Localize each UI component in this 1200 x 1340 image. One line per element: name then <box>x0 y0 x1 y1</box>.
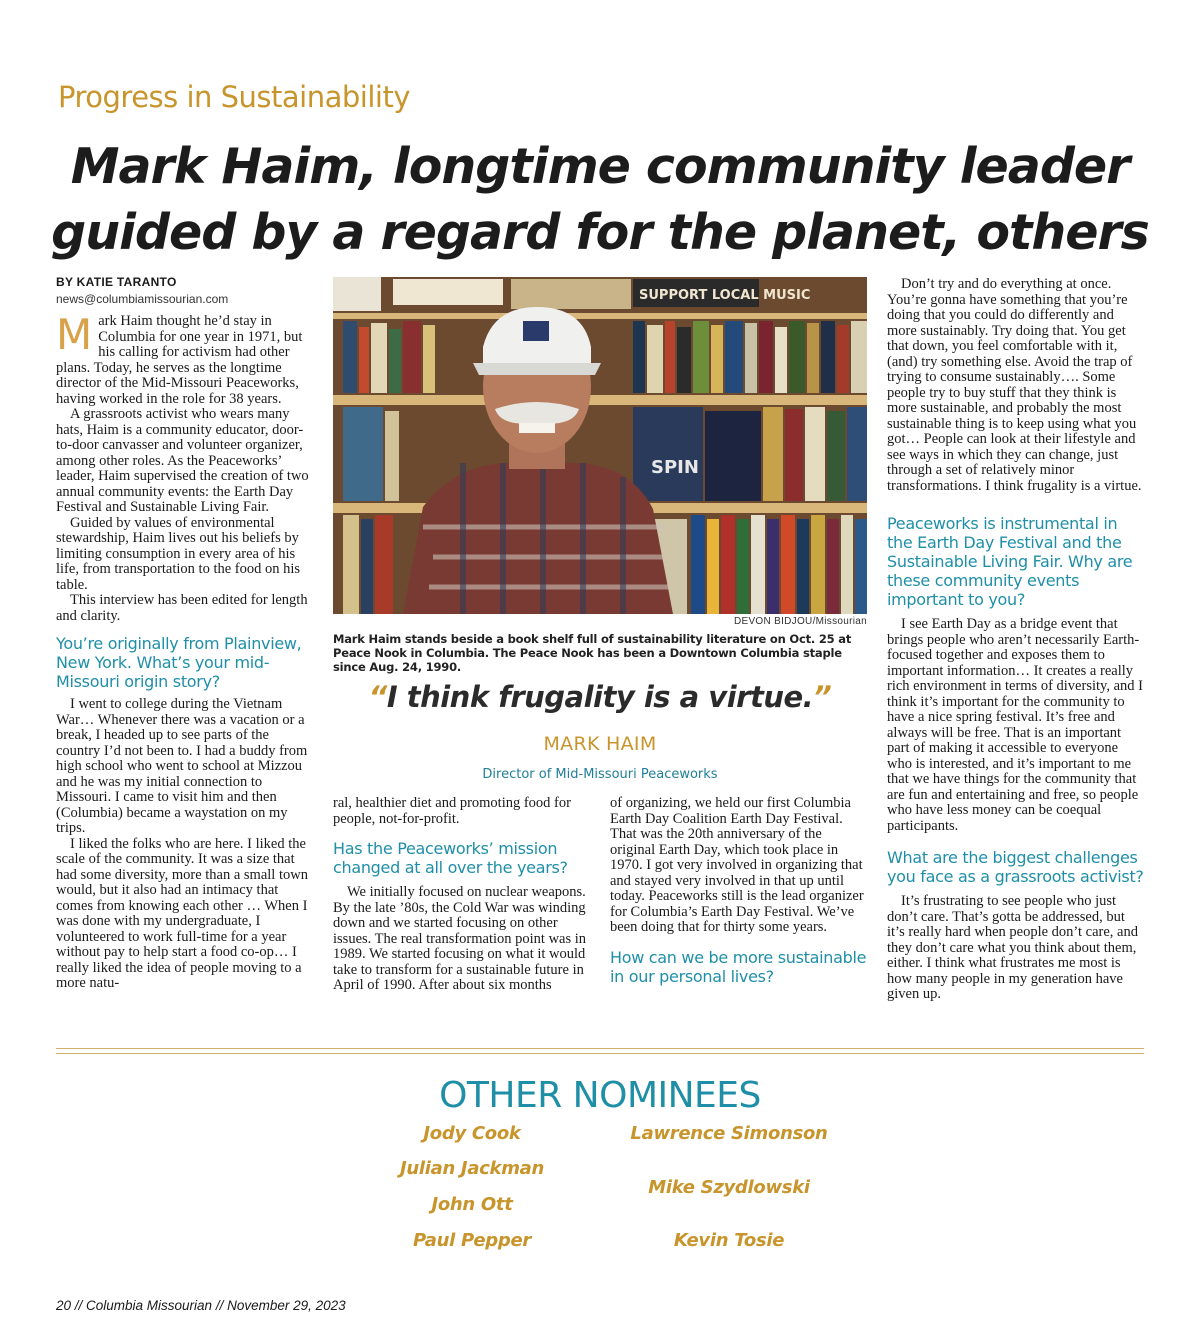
page-footer: 20 // Columbia Missourian // November 29, 2023 <box>56 1298 346 1313</box>
pull-quote-title: Director of Mid-Missouri Peaceworks <box>482 767 718 782</box>
answer-3: Don’t try and do everything at once. You’re gonna have something that you’re doing that you could do differently and more sustainably. Try doing that. You get that down, you feel comfortable with it, (and) try something else. Avoid the trap of trying to consume sustainably…. Some people try to buy stuff that they think is more sustainable, and probably the most sustainable thing is to keep using what you got… People can look at their lifestyle and see ways in which they can change, just through a set of relatively minor transformations. I think frugality is a virtue. <box>887 276 1142 494</box>
headline-line-2: guided by a regard for the planet, others <box>51 204 1149 261</box>
question-heading-1: You’re originally from Plainview, New York. What’s your mid-Missouri origin story? <box>56 634 302 691</box>
answer-5: It’s frustrating to see people who just don’t care. That’s gotta be addressed, but it’s really hard when people don’t care, and they don’t care what you think about them, either. I think what frustrates me most is how many people in my generation have given up. <box>887 893 1138 1002</box>
open-quote-mark: “ <box>368 680 387 714</box>
nominee-right-1: Lawrence Simonson <box>630 1123 828 1144</box>
nominee-left-2: Julian Jackman <box>399 1158 545 1179</box>
section-kicker: Progress in Sustainability <box>58 80 410 114</box>
intro-paragraph-4: This interview has been edited for length and clarity. <box>56 592 308 624</box>
nominee-right-2: Mike Szydlowski <box>648 1177 810 1198</box>
intro-paragraph-1: Mark Haim thought he’d stay in Columbia for one year in 1971, but his calling for activism had other plans. Today, he serves as the longtime director of the Mid-Missouri Peaceworks, having worked in the role for 38 years. <box>56 310 303 407</box>
article-photo <box>333 277 867 614</box>
divider-rule-top <box>56 1048 1144 1049</box>
author-email: news@columbiamissourian.com <box>56 292 229 306</box>
headline-line-1: Mark Haim, longtime community leader <box>70 138 1130 195</box>
question-heading-2: Has the Peaceworks’ mission changed at all over the years? <box>333 839 568 877</box>
nominee-right-3: Kevin Tosie <box>673 1230 785 1251</box>
nominee-left-3: John Ott <box>431 1194 513 1215</box>
photo-illustration <box>333 277 867 614</box>
nominee-left-1: Jody Cook <box>423 1123 521 1144</box>
pull-quote-name: MARK HAIM <box>543 733 657 755</box>
answer-1-continued: ral, healthier diet and promoting food for people, not-for-profit. <box>333 795 571 827</box>
pull-quote-text: I think frugality is a virtue. <box>386 680 814 714</box>
intro-paragraph-2: A grassroots activist who wears many hats, Haim is a community educator, door-to-door canvasser and volunteer organizer, among other roles. As the Peaceworks’ leader, Haim supervised the creation of two annual community events: the Earth Day Festival and Sustainable Living Fair. <box>56 406 309 515</box>
answer-2-continued: of organizing, we held our first Columbia Earth Day Coalition Earth Day Festival. That was the 20th anniversary of the original Earth Day, which took place in 1970. I got very involved in organizing that and stayed very involved in that up until today. Peaceworks still is the lead organizer for Columbia’s Earth Day Festival. We’ve been doing that for thirty some years. <box>610 795 864 935</box>
answer-4: I see Earth Day as a bridge event that brings people who aren’t necessarily Earth-focused together and exposes them to important information… It creates a really rich environment in terms of diversity, and I think it’s important for the community to have a nice spring festival. It’s free and always will be free. That is an important part of making it accessible to everyone who is interested, and it’s important to me that we have things for the community that are fun and entertaining and free, so people who have less money can be coequal participants. <box>887 616 1143 834</box>
question-heading-3: How can we be more sustainable in our personal lives? <box>610 947 867 986</box>
answer-1-paragraph-1: I went to college during the Vietnam War… Whenever there was a vacation or a break, I headed up to see parts of the country I’d not been to. I had a buddy from high school who went to school at Mizzou and he was my initial connection to Missouri. I came to visit him and then (Columbia) became a waystation on my trips. <box>56 696 308 836</box>
byline: BY KATIE TARANTO <box>56 275 177 289</box>
article-column-4 <box>887 277 1145 1003</box>
question-heading-5: What are the biggest challenges you face as a grassroots activist? <box>887 848 1144 886</box>
pull-quote <box>333 680 867 714</box>
question-heading-4: Peaceworks is instrumental in the Earth Day Festival and the Sustainable Living Fair. Why are these community events important to you? <box>887 514 1133 609</box>
answer-1-paragraph-2: I liked the folks who are here. I liked the scale of the community. It was a size that had some diversity, more than a small town would, but it also had an intimacy that comes from knowing each other … When I was done with my undergraduate, I volunteered to work full-time for a year without pay to help start a food co-op… I really liked the idea of people moving to a more natu- <box>56 835 308 991</box>
other-nominees-heading: OTHER NOMINEES <box>439 1075 761 1116</box>
close-quote-mark: ” <box>813 680 832 714</box>
drop-cap: M <box>56 310 93 359</box>
divider-rule-bottom <box>56 1053 1144 1054</box>
book-spin-text: SPIN <box>651 457 699 478</box>
article-column-1 <box>56 310 314 992</box>
photo-credit: DEVON BIDJOU/Missourian <box>733 616 867 627</box>
sign-text: SUPPORT LOCAL MUSIC <box>639 288 811 303</box>
article-column-2 <box>333 796 591 994</box>
nominee-left-4: Paul Pepper <box>413 1230 531 1251</box>
article-column-3 <box>610 796 868 986</box>
answer-2: We initially focused on nuclear weapons. By the late ’80s, the Cold War was winding down and we started focusing on other issues. The real transformation point was in 1989. We started focusing on what it would take to transform for a sustainable future in April of 1990. After about six months <box>333 884 587 993</box>
photo-caption: Mark Haim stands beside a book shelf full of sustainability literature on Oct. 25 at Peace Nook in Columbia. The Peace Nook has been a Downtown Columbia staple since Aug. 24, 1990. <box>333 632 852 674</box>
intro-paragraph-3: Guided by values of environmental stewardship, Haim lives out his beliefs by limiting consumption in every area of his life, from transportation to the food on his table. <box>56 514 301 593</box>
